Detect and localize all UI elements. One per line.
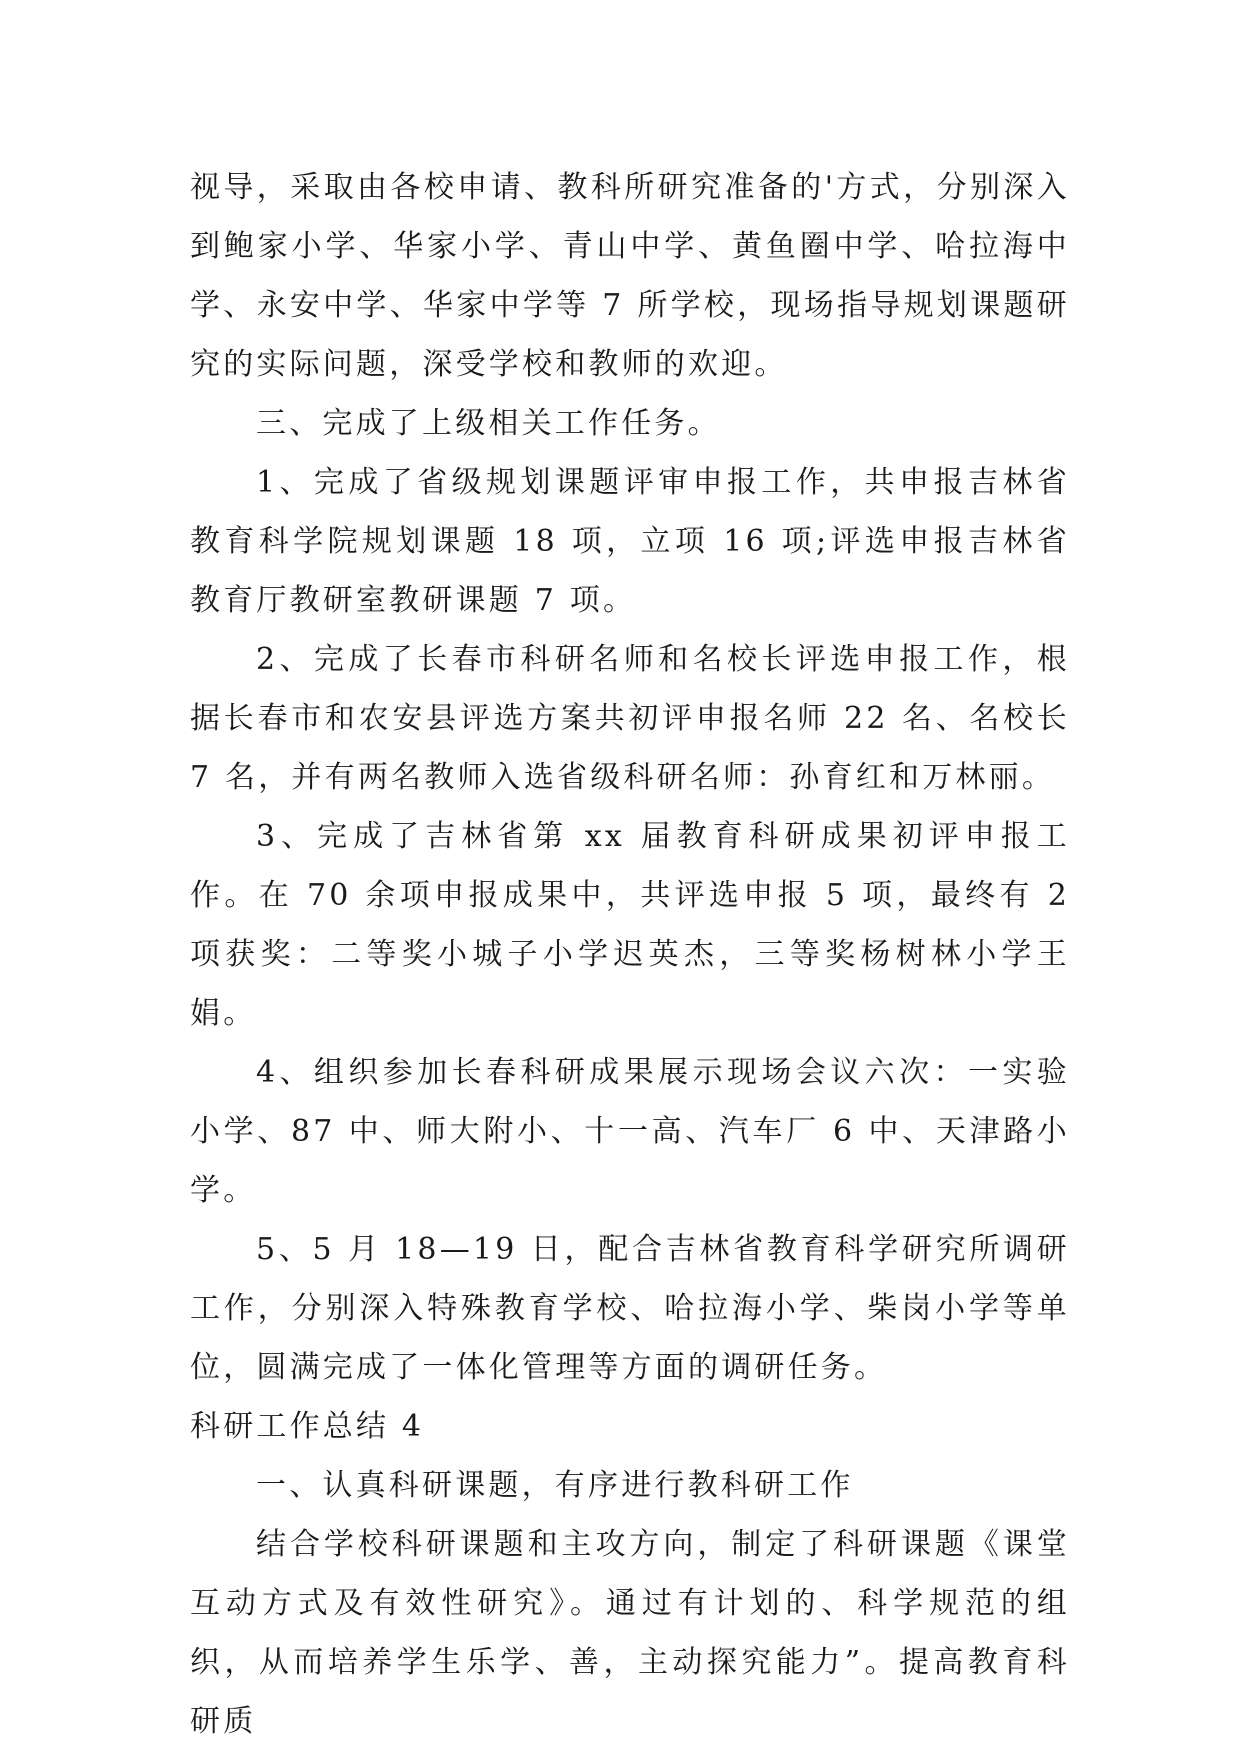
paragraph-continuation: 视导，采取由各校申请、教科所研究准备的'方式，分别深入到鲍家小学、华家小学、青山中学、黄鱼圈中学、哈拉海中学、永安中学、华家中学等 7 所学校，现场指导规划课题研究的实际问题，深受学校和教师的欢迎。 [190, 170, 1070, 382]
paragraph-section-three: 三、完成了上级相关工作任务。 [256, 406, 721, 441]
paragraph-item-4: 4、组织参加长春科研成果展示现场会议六次：一实验小学、87 中、师大附小、十一高、汽车厂 6 中、天津路小学。 [190, 1055, 1070, 1208]
paragraph-item-3: 3、完成了吉林省第 xx 届教育科研成果初评申报工作。在 70 余项申报成果中，共评选申报 5 项，最终有 2 项获奖：二等奖小城子小学迟英杰，三等奖杨树林小学王娟。 [190, 819, 1070, 1031]
paragraph-item-5: 5、5 月 18—19 日，配合吉林省教育科学研究所调研工作，分别深入特殊教育学校、哈拉海小学、柴岗小学等单位，圆满完成了一体化管理等方面的调研任务。 [190, 1232, 1070, 1385]
document-page [190, 158, 1070, 1751]
paragraph-body: 结合学校科研课题和主攻方向，制定了科研课题《课堂互动方式及有效性研究》。通过有计划的、科学规范的组织，从而培养学生乐学、善，主动探究能力”。提高教育科研质 [190, 1527, 1070, 1739]
paragraph-subsection-one: 一、认真科研课题，有序进行教科研工作 [256, 1468, 854, 1503]
paragraph-item-1: 1、完成了省级规划课题评审申报工作，共申报吉林省教育科学院规划课题 18 项，立项 16 项;评选申报吉林省教育厅教研室教研课题 7 项。 [190, 465, 1070, 618]
paragraph-item-2: 2、完成了长春市科研名师和名校长评选申报工作，根据长春市和农安县评选方案共初评申报名师 22 名、名校长 7 名，并有两名教师入选省级科研名师：孙育红和万林丽。 [190, 642, 1070, 795]
section-title: 科研工作总结 4 [190, 1409, 425, 1444]
